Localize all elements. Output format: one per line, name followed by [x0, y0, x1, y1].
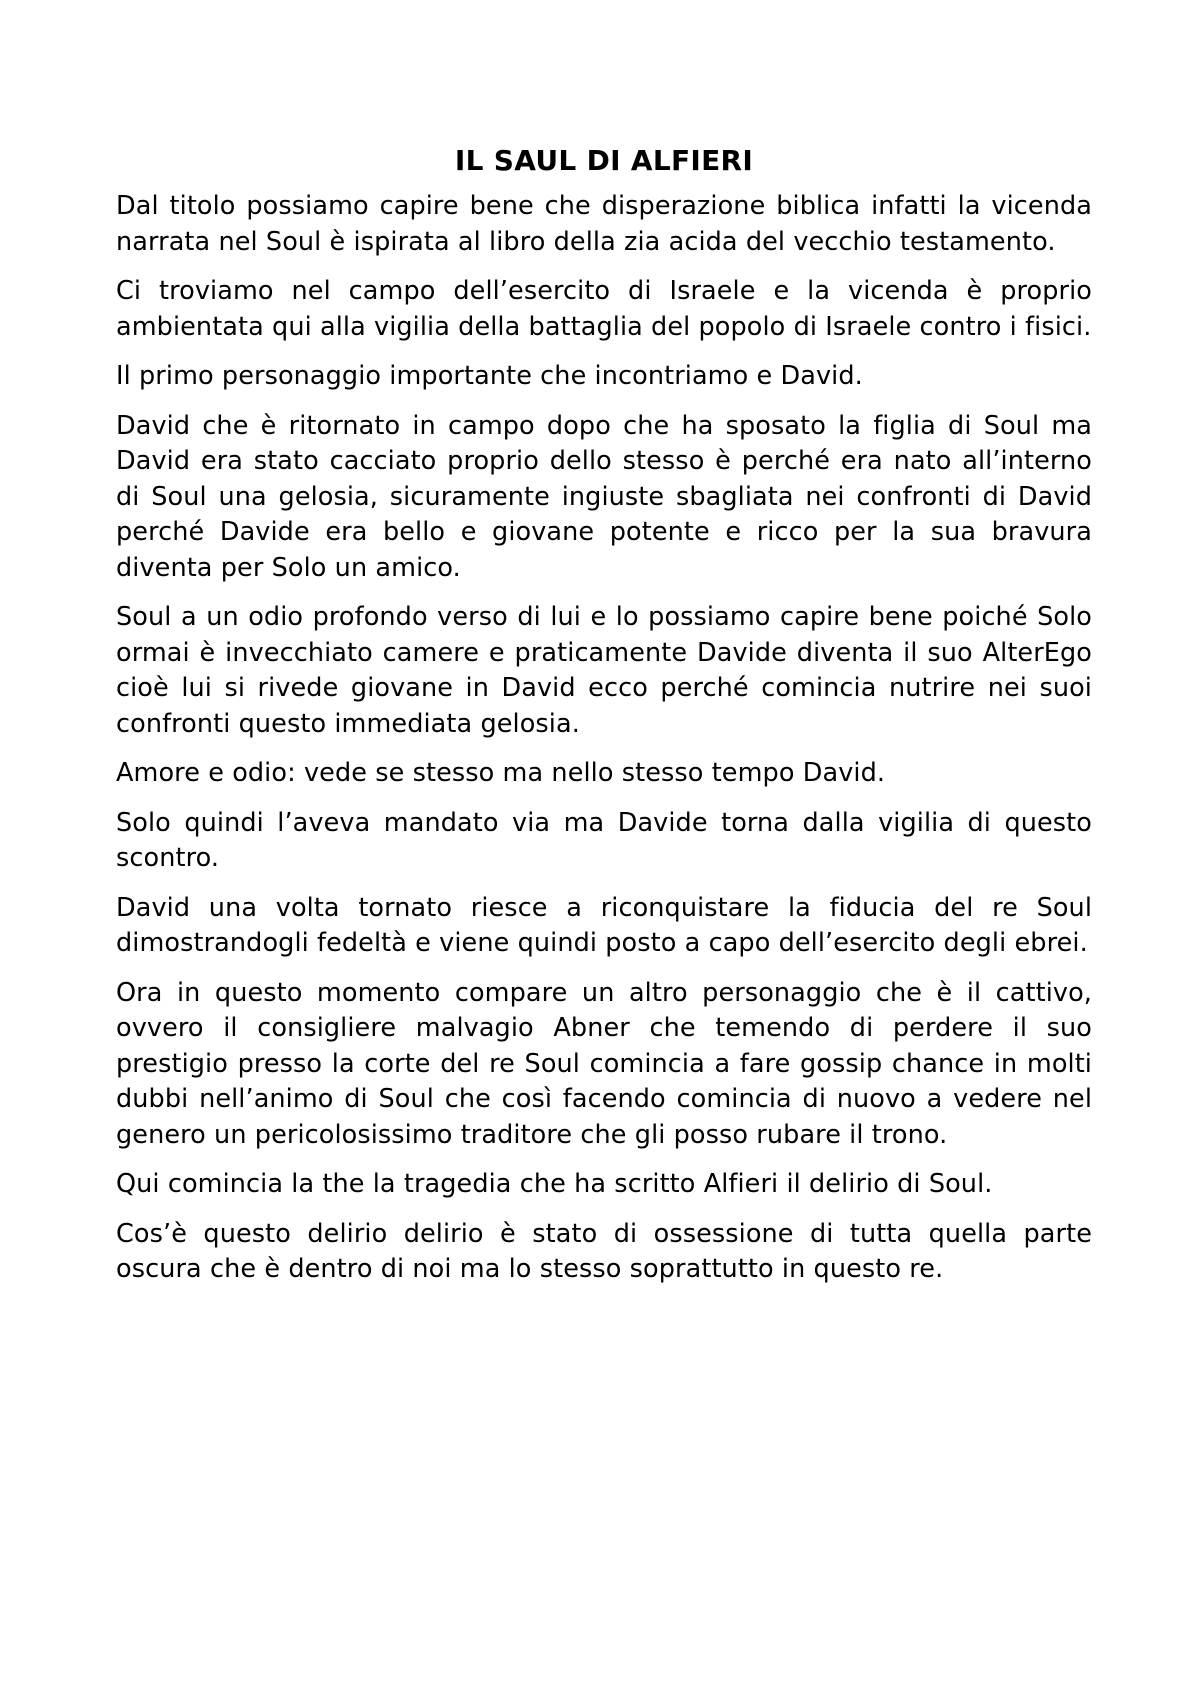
paragraph-2: Ci troviamo nel campo dell’esercito di Israele e la vicenda è proprio ambientata qui alla vigilia della battaglia del popolo di Israele contro i fisici. [116, 276, 1092, 342]
paragraph-3: Il primo personaggio importante che incontriamo e David. [116, 361, 863, 391]
paragraph-7: Solo quindi l’aveva mandato via ma Davide torna dalla vigilia di questo scontro. [116, 807, 1092, 873]
paragraph-4: David che è ritornato in campo dopo che ha sposato la figlia di Soul ma David era stato cacciato proprio dello stesso è perché era nato all’interno di Soul una gelosia, sicuramente ingiuste sbagliata nei confronti di David perché Davide era bello e giovane potente e ricco per la sua bravura diventa per Solo un amico. [116, 410, 1092, 583]
paragraph-10: Qui comincia la the la tragedia che ha scritto Alfieri il delirio di Soul. [116, 1169, 993, 1199]
paragraph-5: Soul a un odio profondo verso di lui e lo possiamo capire bene poiché Solo ormai è invecchiato camere e praticamente Davide diventa il suo AlterEgo cioè lui si rivede giovane in David ecco perché comincia nutrire nei suoi confronti questo immediata gelosia. [116, 602, 1092, 739]
paragraph-6: Amore e odio: vede se stesso ma nello stesso tempo David. [116, 758, 886, 788]
paragraph-11: Cos’è questo delirio delirio è stato di ossessione di tutta quella parte oscura che è dentro di noi ma lo stesso soprattutto in questo re. [116, 1218, 1092, 1284]
paragraph-9: Ora in questo momento compare un altro personaggio che è il cattivo, ovvero il consigliere malvagio Abner che temendo di perdere il suo prestigio presso la corte del re Soul comincia a fare gossip chance in molti dubbi nell’animo di Soul che così facendo comincia di nuovo a vedere nel genero un pericolosissimo traditore che gli posso rubare il trono. [116, 977, 1092, 1150]
paragraph-8: David una volta tornato riesce a riconquistare la fiducia del re Soul dimostrandogli fedeltà e viene quindi posto a capo dell’esercito degli ebrei. [116, 892, 1092, 958]
paragraph-1: Dal titolo possiamo capire bene che disperazione biblica infatti la vicenda narrata nel Soul è ispirata al libro della zia acida del vecchio testamento. [116, 191, 1092, 257]
document-title: IL SAUL DI ALFIERI [454, 144, 754, 177]
